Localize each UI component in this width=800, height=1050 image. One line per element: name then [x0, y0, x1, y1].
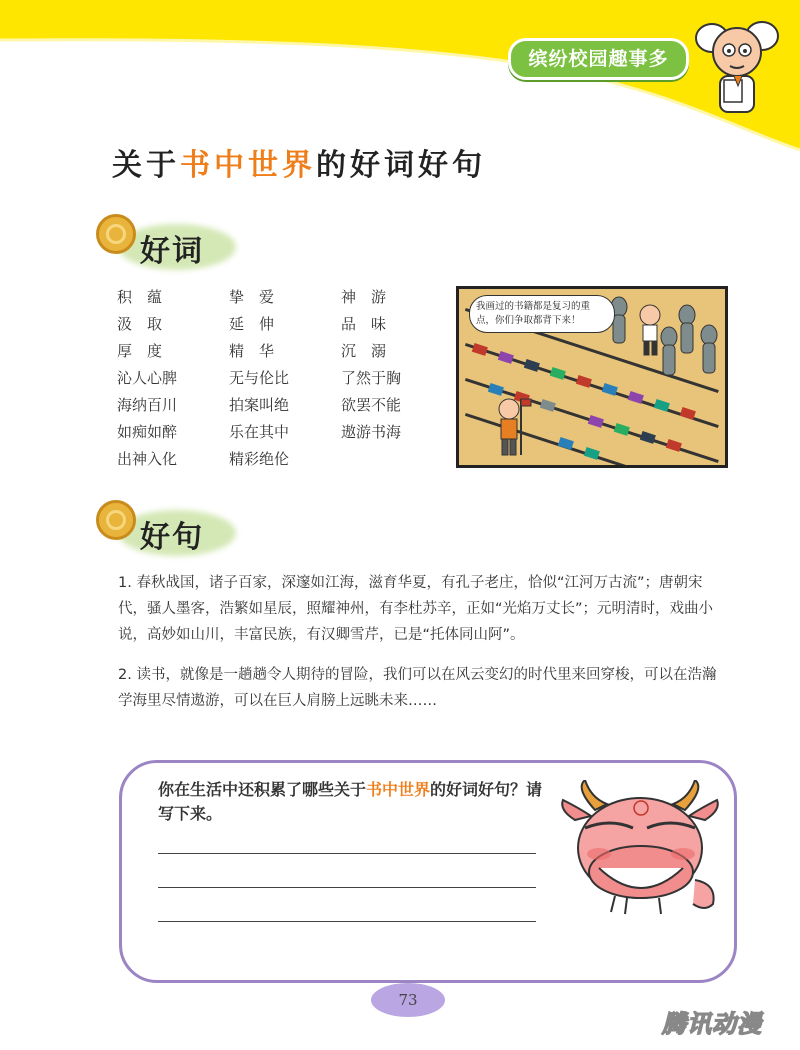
word-item: 如痴如醉 [117, 423, 178, 441]
good-words-heading: 好词 [140, 234, 204, 269]
word-item: 乐在其中 [229, 423, 290, 441]
title-suffix: 的好词好句 [316, 148, 486, 183]
title-highlight: 书中世界 [180, 148, 316, 183]
word-item: 品 味 [341, 315, 387, 333]
page-title [112, 140, 486, 184]
exercise-prompt [158, 778, 558, 826]
writing-line[interactable] [158, 921, 536, 922]
writing-line[interactable] [158, 853, 536, 854]
word-item: 出神入化 [117, 450, 178, 468]
prompt-text: 的好词好句？请写下来。 [158, 780, 543, 823]
watermark-logo: 腾讯动漫 [662, 1010, 762, 1038]
word-item: 厚 度 [117, 342, 163, 360]
word-item: 精彩绝伦 [229, 450, 290, 468]
title-prefix: 关于 [112, 148, 180, 183]
word-item: 挚 爱 [229, 288, 275, 306]
writing-line[interactable] [158, 887, 536, 888]
word-item: 延 伸 [229, 315, 275, 333]
section-badge: 缤纷校园趣事多 [508, 38, 689, 80]
sentence-paragraph: 1. 春秋战国，诸子百家，深邃如江海，滋育华夏，有孔子老庄，恰似“江河万古流”；唐朝宋代，骚人墨客，浩繁如星辰，照耀神州，有李杜苏辛，正如“光焰万丈长”；元明清时，戏曲小说，高妙如山川，丰富民族，有汉卿雪芹，已是“托体同山阿”。 [118, 575, 714, 643]
word-item: 无与伦比 [229, 369, 290, 387]
good-sentences-heading: 好句 [140, 520, 204, 555]
pink-bull-mascot-illustration [555, 780, 725, 920]
word-item: 欲罢不能 [341, 396, 402, 414]
coin-icon [96, 214, 136, 254]
word-item: 遨游书海 [341, 423, 402, 441]
word-item: 精 华 [229, 342, 275, 360]
good-words-list [117, 286, 453, 471]
word-item: 积 蕴 [117, 288, 163, 306]
sentence-paragraph: 2. 读书，就像是一趟趟令人期待的冒险，我们可以在风云变幻的时代里来回穿梭，可以在浩瀚学海里尽情遨游，可以在巨人肩膀上远眺未来…… [118, 667, 717, 709]
word-item: 了然于胸 [341, 369, 402, 387]
word-item: 神 游 [341, 288, 387, 306]
comic-speech-bubble: 我画过的书籍都是复习的重点，你们争取都背下来！ [469, 295, 615, 333]
word-item: 汲 取 [117, 315, 163, 333]
coin-icon [96, 500, 136, 540]
page-number: 73 [398, 991, 418, 1009]
word-item: 沁人心脾 [117, 369, 178, 387]
prompt-highlight: 书中世界 [366, 780, 431, 799]
word-item: 拍案叫绝 [229, 396, 290, 414]
professor-mascot-illustration [694, 8, 780, 116]
header-band [0, 0, 800, 160]
prompt-text: 你在生活中还积累了哪些关于 [158, 780, 367, 799]
word-item: 海纳百川 [117, 396, 178, 414]
comic-panel [456, 286, 728, 468]
word-item: 沉 溺 [341, 342, 387, 360]
